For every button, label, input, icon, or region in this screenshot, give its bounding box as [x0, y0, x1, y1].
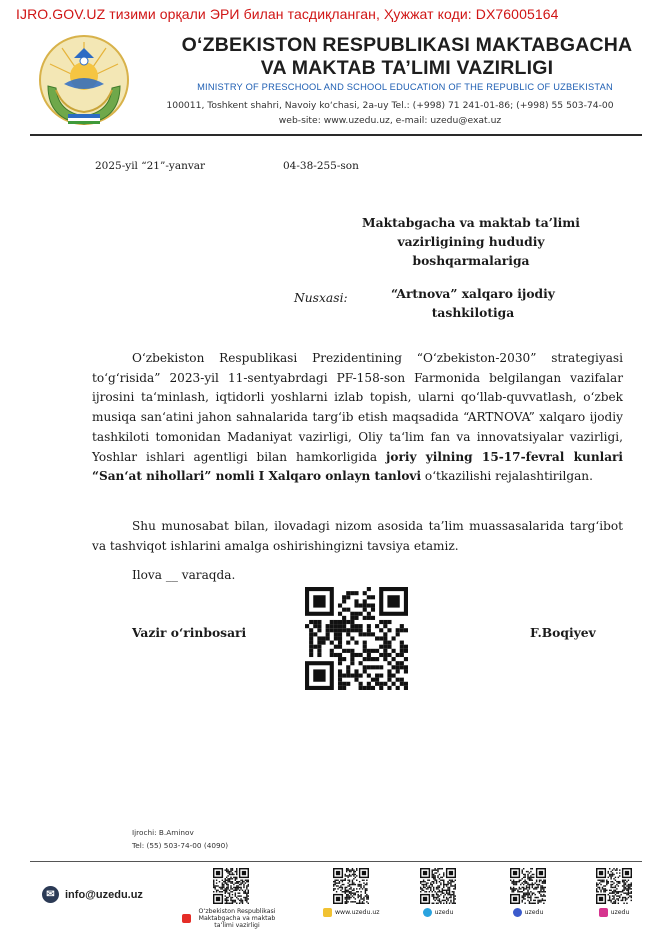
email-icon: ✉	[42, 886, 59, 903]
website-qr-code	[333, 868, 369, 904]
youtube-icon	[182, 914, 191, 923]
ministry-title-line1: O‘ZBEKISTON RESPUBLIKASI MAKTABGACHA	[181, 34, 633, 56]
executor-phone: Tel: (55) 503-74-00 (4090)	[132, 841, 229, 850]
footer-facebook-text: uzedu	[524, 909, 544, 916]
copy-recipient-line: “Artnova” xalqaro ijodiy	[391, 286, 555, 301]
footer-website-text: www.uzedu.uz	[335, 909, 380, 916]
footer-website[interactable]	[323, 868, 380, 917]
copy-label: Nusxasi:	[294, 291, 348, 305]
footer-instagram-text: uzedu	[610, 909, 630, 916]
signer-title: Vazir o‘rinbosari	[132, 625, 247, 640]
footer-instagram[interactable]	[596, 868, 632, 917]
ministry-address: 100011, Toshkent shahri, Navoiy ko‘chasi, 2a-uy Tel.: (+998) 71 241-01-86; (+998) 55 503-74-00	[166, 100, 614, 111]
telegram-icon	[423, 908, 432, 917]
footer-divider	[30, 861, 642, 862]
footer-facebook-label	[513, 908, 544, 917]
footer-website-label	[323, 908, 380, 917]
state-emblem-icon	[34, 28, 134, 128]
footer-telegram[interactable]	[420, 868, 456, 917]
body-paragraph-2: Shu munosabat bilan, ilovadagi nizom asosida ta’lim muassasalarida targ‘ibot va tashviqot ishlarini amalga oshirishingizni tavsiya etamiz.	[92, 519, 623, 553]
addressee-block	[355, 213, 587, 270]
footer-youtube-text: O‘zbekiston Respublikasi Maktabgacha va maktab ta’limi vazirligi	[198, 908, 276, 929]
footer-instagram-label	[599, 908, 630, 917]
footer-youtube-label	[182, 908, 280, 929]
instagram-qr-code	[596, 868, 632, 904]
footer-email-text: info@uzedu.uz	[65, 888, 143, 901]
footer-telegram-label	[423, 908, 454, 917]
ministry-title-line2: VA MAKTAB TA’LIMI VAZIRLIGI	[260, 57, 554, 79]
verification-banner: IJRO.GOV.UZ тизими орқали ЭРИ билан тасдиқланган, Ҳужжат коди: DX76005164	[16, 6, 559, 22]
signer-name: F.Boqiyev	[530, 625, 596, 640]
facebook-icon	[513, 908, 522, 917]
ministry-title-english: MINISTRY OF PRESCHOOL AND SCHOOL EDUCATION OF THE REPUBLIC OF UZBEKISTAN	[197, 82, 613, 92]
footer-facebook[interactable]	[510, 868, 546, 917]
paragraph-text: o‘tkazilishi rejalashtirilgan.	[421, 469, 593, 484]
youtube-qr-code	[213, 868, 249, 904]
signature-qr-code	[305, 587, 408, 690]
footer-email[interactable]	[42, 886, 143, 903]
executor-info	[132, 826, 228, 852]
footer-telegram-text: uzedu	[434, 909, 454, 916]
copy-recipient-line: tashkilotiga	[431, 305, 515, 320]
addressee-line: vazirligining hududiy	[397, 234, 545, 249]
body-paragraph-1	[92, 349, 623, 487]
ministry-title	[172, 34, 642, 80]
paragraph-emphasis: joriy yilning 15-17-fevral kunlari “San‘at nihollari” nomli I Xalqaro onlayn tanlovi	[92, 449, 624, 484]
ministry-web: web-site: www.uzedu.uz, e-mail: uzedu@exat.uz	[278, 115, 502, 126]
copy-recipient	[378, 284, 568, 322]
facebook-qr-code	[510, 868, 546, 904]
document-number: 04-38-255-son	[283, 160, 359, 172]
header-divider	[30, 134, 642, 136]
document-date: 2025-yil “21”-yanvar	[95, 160, 206, 172]
footer-youtube[interactable]	[182, 868, 280, 929]
executor-name: Ijrochi: B.Aminov	[132, 828, 194, 837]
website-icon	[323, 908, 332, 917]
ministry-contacts	[150, 98, 630, 128]
attachment-note: Ilova __ varaqda.	[132, 568, 236, 582]
instagram-icon	[599, 908, 608, 917]
paragraph-text: O‘zbekiston Respublikasi Prezidentining “O‘zbekiston-2030” strategiyasi to‘g‘risida” 2023-yil 11-sentyabrdagi PF-158-son Farmonida belgilangan vazifalar ijrosini ta‘minlash, iqtidorli yoshlarni izlab topish, ularni qo‘llab-quvvatlash, o‘zbek musiqa san‘atini jahon sahnalarida targ‘ib etish maqsadida “ARTNOVA” xalqaro ijodiy tashkiloti tomonidan Madaniyat vazirligi, Oliy ta‘lim fan va innovatsiyalar vazirligi, Yoshlar ishlari agentligi bilan hamkorligida	[92, 351, 623, 464]
addressee-line: boshqarmalariga	[412, 253, 530, 268]
addressee-line: Maktabgacha va maktab ta’limi	[362, 215, 580, 230]
telegram-qr-code	[420, 868, 456, 904]
